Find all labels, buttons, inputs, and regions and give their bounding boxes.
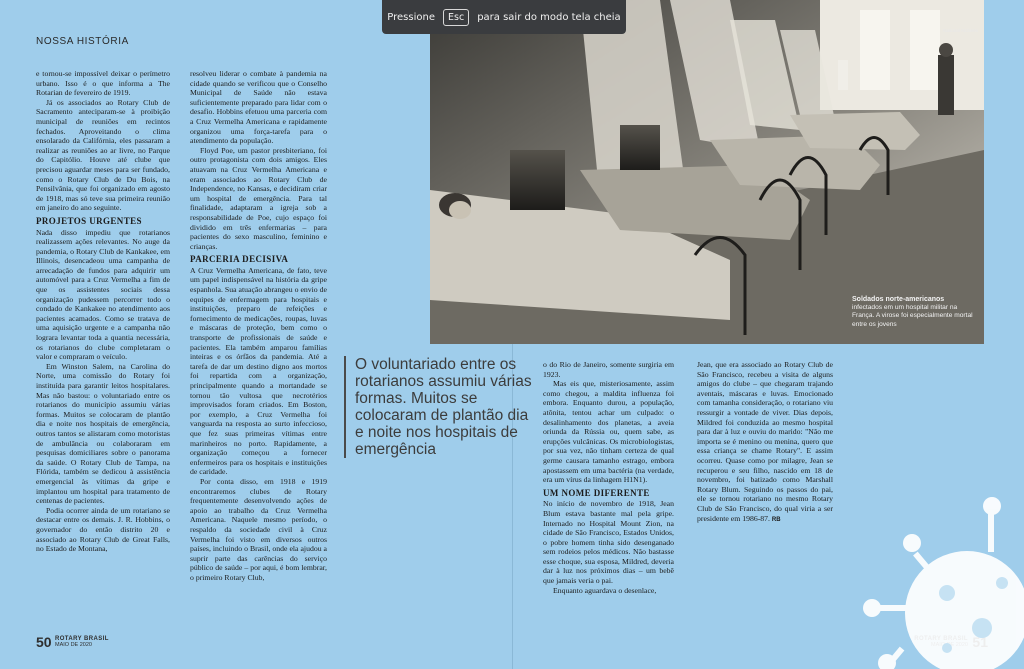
photo-illustration xyxy=(430,0,984,344)
virus-icon xyxy=(852,488,1024,669)
paragraph: e tornou-se impossível deixar o perímetro urbano. Isso é o que informa a The Rotarian de fevereiro de 1919. xyxy=(36,69,170,98)
paragraph: Em Winston Salem, na Carolina do Norte, uma comissão do Rotary foi instituída para garantir leitos hospitalares. Mas não bastou: o voluntariado entre os rotarianos do município assumiu várias formas. Muitos se colocaram de plantão dia e noite nos hospitais de emergência, outros tantos se alistaram como motoristas de ambulância ou colaboraram em pesquisas domiciliares sobre o panorama da saúde. O Rotary Club de Tampa, na Flórida, também se dedicou à assistência emergencial às vítimas da gripe e implantou um hospital para tratamento de centenas de pacientes. xyxy=(36,361,170,506)
fullscreen-exit-banner[interactable] xyxy=(382,0,626,34)
end-mark: RB xyxy=(771,516,781,523)
hospital-ward-photo xyxy=(430,0,984,344)
paragraph: Já os associados ao Rotary Club de Sacramento anteciparam-se à proibição municipal de reuniões em recintos fechados. Aproveitando o clima ensolarado da Califórnia, eles passaram a realizar as reuniões ao ar livre, no Parque do Capitólio. Houve até clube que precisou aguardar meses para ser fundado, como o Rotary Club de Du Bois, na Pensilvânia, que foi organizado em agosto de 1918, mas só teve sua primeira reunião em janeiro do ano seguinte. xyxy=(36,97,170,213)
text-column-1 xyxy=(36,69,170,621)
paragraph: Mas eis que, misteriosamente, assim como chegou, a maldita influenza foi embora. Enquanto durou, a população, atônita, tentou achar um culpado: o desalinhamento dos planetas, a aveia oriunda da Rússia ou, quem sabe, as erupções vulcânicas. Os microbiologistas, por sua vez, não tinham certeza de qual germe causara tamanho estrago, embora apostassem em uma bactéria (na verdade, era um vírus da linhagem H1N1). xyxy=(543,379,674,485)
paragraph: Por conta disso, em 1918 e 1919 encontraremos clubes de Rotary frequentemente desenvolvendo ações de apoio ao trabalho da Cruz Vermelha Americana. Naquele mesmo período, o respaldo da sociedade civil à Cruz Vermelha foi visto em diversos outros países, incluindo o Brasil, onde ela ajudou a suprir parte das carências do serviço público de saúde – por aqui, é bom lembrar, o primeiro Rotary Club, xyxy=(190,476,327,582)
pull-quote: O voluntariado entre os rotarianos assumiu várias formas. Muitos se colocaram de plantão dia e noite nos hospitais de emergência xyxy=(344,356,532,458)
paragraph: A Cruz Vermelha Americana, de fato, teve um papel indispensável na história da gripe espanhola. Sua atuação abrangeu o envio de equipes de enfermagem para hospitais e instituições, preparo de refeições e fornecimento de medicações, roupas, luvas e máscaras de proteção, bem como o transporte de profissionais de saúde e pacientes. Ela também amparou famílias inteiras e os órfãos da pandemia. Até a tarefa de dar um destino digno aos mortos foi repartida com a organização, principalmente quando a mortandade se tornou tão vultosa que necrotérios improvisados foram criados. Em Boston, por exemplo, a Cruz Vermelha foi vanguarda na resposta ao surto infeccioso, que fez suas primeiras vítimas entre marinheiros no porto. Rapidamente, a organização começou a fornecer enfermeiros para os hospitais e instituições de caridade. xyxy=(190,265,327,477)
paragraph: o do Rio de Janeiro, somente surgiria em 1923. xyxy=(543,360,674,379)
paragraph xyxy=(697,360,833,525)
paragraph: Floyd Poe, um pastor presbiteriano, foi outro protagonista com dois amigos. Eles atuavam na Cruz Vermelha Americana e eram associados ao Rotary Club de Independence, no Kansas, e decidiram criar um hospital de emergência. Para tal finalidade, adaptaram a igreja sob a responsabilidade de Poe, cujo espaço foi dividido em três enfermarias – para pacientes do sexo masculino, feminino e crianças. xyxy=(190,145,327,251)
esc-key-hint[interactable]: Esc xyxy=(443,9,469,26)
page-number: 50 xyxy=(36,634,52,650)
banner-text-pre: Pressione xyxy=(387,11,435,23)
paragraph: Enquanto aguardava o desenlace, xyxy=(553,585,657,595)
magazine-footer xyxy=(55,636,109,648)
paragraph: Podia ocorrer ainda de um rotariano se destacar entre os demais. J. R. Hobbins, o governador do então distrito 20 e associado ao Rotary Club de Great Falls, no Estado de Montana, xyxy=(36,505,170,554)
photo-caption xyxy=(852,296,978,329)
paragraph-text: Jean, que era associado ao Rotary Club de São Francisco, recebeu a visita de alguns amigos do clube – que chegaram trajando aventais, máscaras e luvas. Emocionado com tamanha consideração, o rotariano viu ressurgir a vontade de viver. Dias depois, Mildred foi conduzida ao mesmo hospital para dar à luz e ouviu do marido: "Não me importa se é menino ou menina, quero que essa criança se chame Rotary". E assim ocorreu. Quase como por milagre, Jean se recuperou e seu filho, nascido em 18 de novembro, foi batizado como Marshall Rotary Blum. Seguindo os passos do pai, ele se tornou rotariano no mesmo Rotary Club de São Francisco, do qual viria a ser presidente em 1986-87. xyxy=(697,360,833,523)
subheading: UM NOME DIFERENTE xyxy=(543,487,650,498)
banner-text-post: para sair do modo tela cheia xyxy=(477,11,621,23)
text-column-3 xyxy=(543,360,674,632)
photo-credit: National Archives xyxy=(943,28,978,33)
paragraph: No início de novembro de 1918, Jean Blum estava bastante mal pela gripe. Internado no Hospital Mount Zion, na cidade de São Francisco, Estados Unidos, o pobre homem tinha sido desenganado sem rodeios pelos médicos. Não bastasse esse choque, sua esposa, Mildred, deveria dar à luz nos próximos dias – um bebê que jamais veria o pai. xyxy=(543,499,674,586)
subheading: PROJETOS URGENTES xyxy=(36,215,142,226)
magazine-name: ROTARY BRASIL xyxy=(55,636,109,642)
caption-title: Soldados norte-americanos xyxy=(852,296,945,303)
subheading: PARCERIA DECISIVA xyxy=(190,254,289,265)
issue-date: MAIO DE 2020 xyxy=(55,642,92,648)
caption-text: infectados em um hospital militar na França. A virose foi especialmente mortal entre os jovens xyxy=(852,304,973,328)
paragraph: resolveu liderar o combate à pandemia na cidade quando se verificou que o Conselho Municipal de Saúde não estava suficientemente preparado para lidar com o desafio. Hobbins efetuou uma parceria com a Cruz Vermelha Americana e rapidamente organizou uma força-tarefa para o atendimento da população. xyxy=(190,69,327,146)
text-column-2 xyxy=(190,69,327,633)
section-label: NOSSA HISTÓRIA xyxy=(36,36,129,47)
text-column-4 xyxy=(697,360,833,560)
paragraph: Nada disso impediu que rotarianos realizassem ações relevantes. No auge da pandemia, o Rotary Club de Kankakee, em Illinois, desencadeou uma campanha de arrecadação de fundos para adquirir um automóvel para a Cruz Vermelha a fim de que os assistentes sociais dessa organização pudessem percorrer todo o condado de Kankakee no atendimento aos pacientes acamados. Como se tratava de uma aquisição urgente e a campanha não lograra levantar toda a quantia necessária, os rotarianos do clube completaram o valor e compraram o veículo. xyxy=(36,227,170,362)
